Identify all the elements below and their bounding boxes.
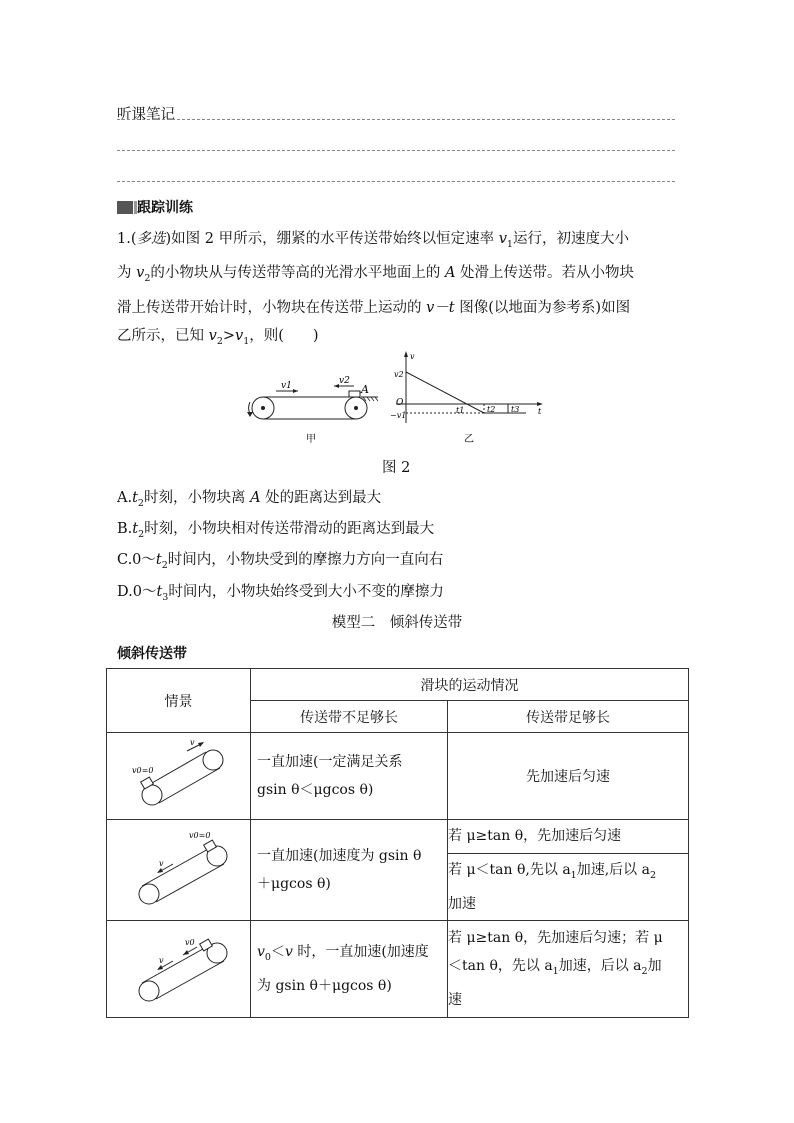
question-line-1: 1.(多选)如图 2 甲所示，绷紧的水平传送带始终以恒定速率 $v_1$运行，初速度大小 bbox=[117, 231, 629, 250]
row2-long-b: 若 μ＜tan θ,先以 $a_1$加速,后以 $a_2$ 加速 bbox=[448, 853, 689, 920]
conveyor-diagram bbox=[247, 376, 378, 445]
question-line-4: 乙所示，已知 $v_2>v_1$，则( ) bbox=[117, 328, 319, 348]
question-line-2: 为 $v_2$的小物块从与传送带等高的光滑水平地面上的 A 处滑上传送带。若从小物块 bbox=[117, 265, 635, 285]
row2-short: 一直加速(加速度为 gsin θ ＋μgcos θ) bbox=[251, 820, 448, 921]
notes-line-3 bbox=[117, 181, 675, 182]
origin-O: O bbox=[396, 398, 404, 408]
header-short: 传送带不足够长 bbox=[251, 701, 448, 733]
subsection-title: 倾斜传送带 bbox=[117, 646, 187, 662]
section-heading-text: 跟踪训练 bbox=[137, 200, 193, 216]
header-motion: 滑块的运动情况 bbox=[251, 669, 689, 701]
conveyor-table bbox=[106, 668, 689, 1018]
svg-text:v0=0: v0=0 bbox=[132, 766, 154, 775]
row2-long-a: 若 μ≥tan θ，先加速后匀速 bbox=[448, 820, 689, 854]
figure-2 bbox=[236, 348, 566, 448]
notes-title: 听课笔记 bbox=[117, 107, 175, 123]
option-c: $C.0\sim t_2$时间内，小物块受到的摩擦力方向一直向右 bbox=[117, 552, 444, 571]
tick-t2: t2 bbox=[487, 405, 496, 414]
row3-image bbox=[107, 921, 251, 1018]
row1-short: 一直加速(一定满足关系 gsin θ＜μgcos θ) bbox=[251, 733, 448, 820]
option-b: $B.t_2$时刻，小物块相对传送带滑动的距离达到最大 bbox=[117, 521, 435, 540]
svg-text:v: v bbox=[190, 738, 195, 747]
figure-caption: 图 2 bbox=[382, 460, 411, 476]
label-jia: 甲 bbox=[306, 434, 316, 445]
option-d: $D.0\sim t_3$时间内，小物块始终受到大小不变的摩擦力 bbox=[117, 584, 444, 603]
vt-graph bbox=[390, 351, 543, 445]
axis-v: v bbox=[410, 352, 415, 361]
row3-short: $v_0<v$ 时，一直加速(加速度 为 gsin θ＋μgcos θ) bbox=[251, 921, 448, 1018]
notes-line-1 bbox=[117, 119, 675, 120]
row2-image bbox=[107, 820, 251, 921]
svg-text:v0: v0 bbox=[185, 938, 195, 947]
tick-t3: t3 bbox=[511, 405, 520, 414]
row1-image bbox=[107, 733, 251, 820]
tick-neg-v1: −v1 bbox=[390, 411, 407, 420]
model-title: 模型二 倾斜传送带 bbox=[331, 615, 463, 631]
label-yi: 乙 bbox=[464, 434, 474, 445]
section-marker-icon bbox=[117, 201, 133, 214]
question-line-3: 滑上传送带开始计时，小物块在传送带上运动的 v－t 图像(以地面为参考系)如图 bbox=[117, 299, 631, 316]
label-A: A bbox=[361, 383, 369, 396]
svg-text:v: v bbox=[159, 859, 164, 868]
row3-long: 若 μ≥tan θ，先加速后匀速；若 μ ＜tan θ，先以 $a_1$加速，后以 $a_2$加 速 bbox=[448, 921, 689, 1018]
row1-long: 先加速后匀速 bbox=[448, 733, 689, 820]
header-long: 传送带足够长 bbox=[448, 701, 689, 733]
option-a: $A.t_2$时刻，小物块离 A 处的距离达到最大 bbox=[117, 490, 382, 509]
svg-text:v0=0: v0=0 bbox=[189, 831, 211, 840]
tick-v2: v2 bbox=[394, 370, 404, 379]
question-text bbox=[117, 225, 689, 357]
header-scene: 情景 bbox=[107, 669, 251, 733]
section-heading bbox=[117, 197, 193, 217]
notes-line-2 bbox=[117, 150, 675, 151]
svg-text:v: v bbox=[159, 956, 164, 965]
label-v2: v2 bbox=[339, 376, 350, 386]
label-v1: v1 bbox=[281, 381, 292, 391]
axis-t: t bbox=[538, 407, 542, 416]
tick-t1: t1 bbox=[456, 406, 465, 415]
